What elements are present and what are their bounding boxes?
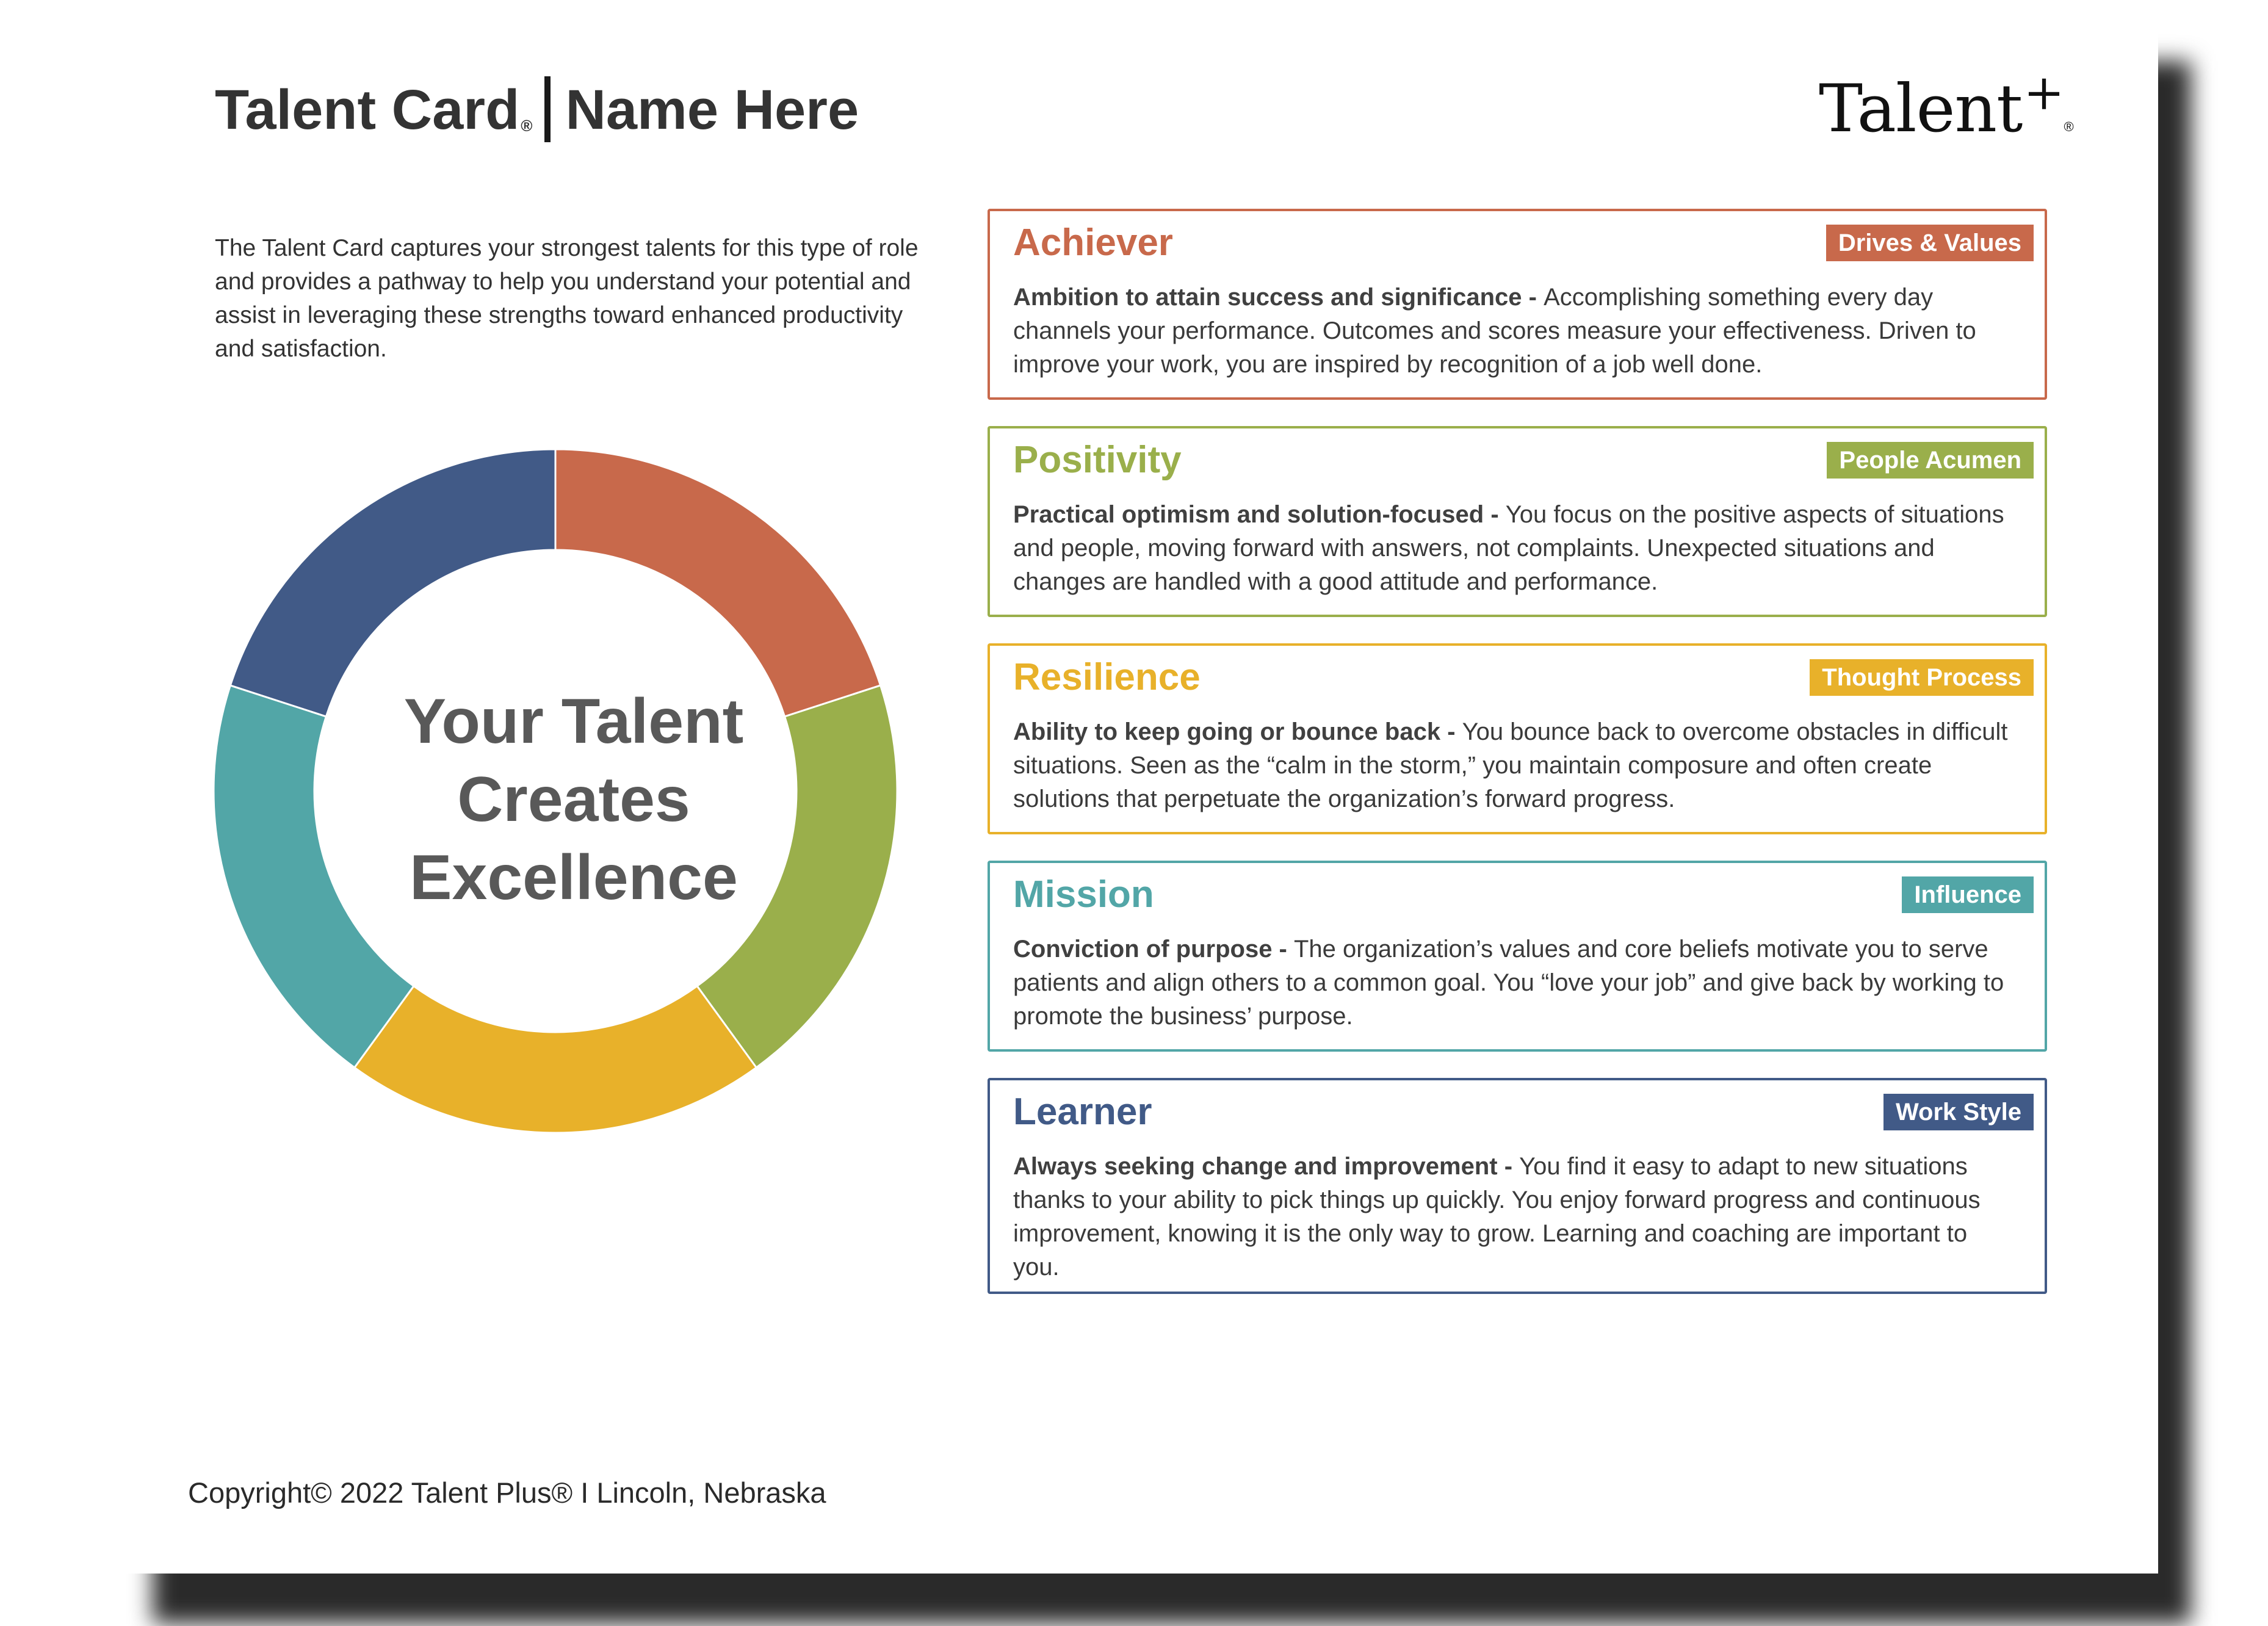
logo-registered-mark: ® bbox=[2064, 119, 2073, 134]
talent-card-achiever bbox=[988, 209, 2047, 400]
talent-title: Learner bbox=[1013, 1091, 1152, 1133]
wheel-center-line: Excellence bbox=[410, 842, 738, 913]
talent-card-learner bbox=[988, 1078, 2047, 1294]
talent-card-resilience bbox=[988, 643, 2047, 834]
wheel-segment-achiever bbox=[555, 449, 881, 717]
talent-detail: You focus on the positive aspects of situations and people, moving forward with answers, not complaints. Unexpected situations and changes are handled with a good attitude and performance. bbox=[1013, 501, 2004, 595]
category-badge: Work Style bbox=[1883, 1094, 2034, 1130]
copyright-footer: Copyright© 2022 Talent Plus® I Lincoln, Nebraska bbox=[188, 1476, 826, 1509]
title-registered-mark: ® bbox=[521, 117, 533, 135]
talent-detail: You bounce back to overcome obstacles in difficult situations. Seen as the “calm in the storm,” you maintain composure and often create solutions that perpetuate the organization’s forward progress. bbox=[1013, 718, 2008, 812]
title-separator bbox=[544, 76, 551, 142]
wheel-center-line: Creates bbox=[457, 764, 690, 835]
talent-lead: Always seeking change and improvement - bbox=[1013, 1153, 1520, 1180]
wheel-center-text bbox=[366, 682, 781, 917]
talent-description bbox=[1013, 1150, 2014, 1284]
talent-description bbox=[1013, 498, 2014, 599]
person-name: Name Here bbox=[565, 79, 859, 141]
title-text: Talent Card bbox=[215, 79, 520, 141]
talent-description bbox=[1013, 715, 2014, 816]
category-badge: Influence bbox=[1902, 876, 2034, 913]
talent-lead: Conviction of purpose - bbox=[1013, 936, 1294, 963]
talent-card-page bbox=[122, 0, 2158, 1574]
talent-lead: Ability to keep going or bounce back - bbox=[1013, 718, 1462, 745]
page-title bbox=[215, 76, 859, 142]
talent-detail: The organization’s values and core beliefs motivate you to serve patients and align others to a common goal. You “love your job” and give back by working to promote the business’ purpose. bbox=[1013, 936, 2004, 1030]
talent-title: Resilience bbox=[1013, 656, 1201, 698]
talent-lead: Ambition to attain success and significance - bbox=[1013, 284, 1544, 311]
wheel-segment-learner bbox=[230, 449, 555, 717]
talent-title: Positivity bbox=[1013, 439, 1182, 481]
category-badge: Drives & Values bbox=[1826, 225, 2034, 261]
category-badge: Thought Process bbox=[1810, 659, 2034, 696]
logo-text: Talent bbox=[1819, 71, 2023, 147]
wheel-center-line: Your Talent bbox=[403, 686, 744, 757]
intro-paragraph: The Talent Card captures your strongest talents for this type of role and provides a pathway to help you understand your potential and assist in leveraging these strengths toward enhanced productivity and satisfaction. bbox=[215, 235, 919, 362]
talent-description bbox=[1013, 281, 2014, 381]
talent-title: Achiever bbox=[1013, 222, 1173, 264]
talent-detail: You find it easy to adapt to new situations thanks to your ability to pick things up quickly. You enjoy forward progress and continuous improvement, knowing it is the only way to grow. Learning and coaching are important to you. bbox=[1013, 1153, 1981, 1281]
talent-lead: Practical optimism and solution-focused - bbox=[1013, 501, 1506, 528]
category-badge: People Acumen bbox=[1827, 442, 2034, 479]
talent-card-mission bbox=[988, 861, 2047, 1052]
talent-title: Mission bbox=[1013, 873, 1154, 916]
logo-plus: + bbox=[2023, 64, 2064, 121]
talent-description bbox=[1013, 933, 2014, 1033]
wheel-segment-resilience bbox=[355, 986, 756, 1133]
talent-detail: Accomplishing something every day channels your performance. Outcomes and scores measure your effectiveness. Driven to improve your work, you are inspired by recognition of a job well done. bbox=[1013, 284, 1976, 378]
talent-plus-logo bbox=[1819, 64, 2073, 147]
talent-card-positivity bbox=[988, 426, 2047, 617]
